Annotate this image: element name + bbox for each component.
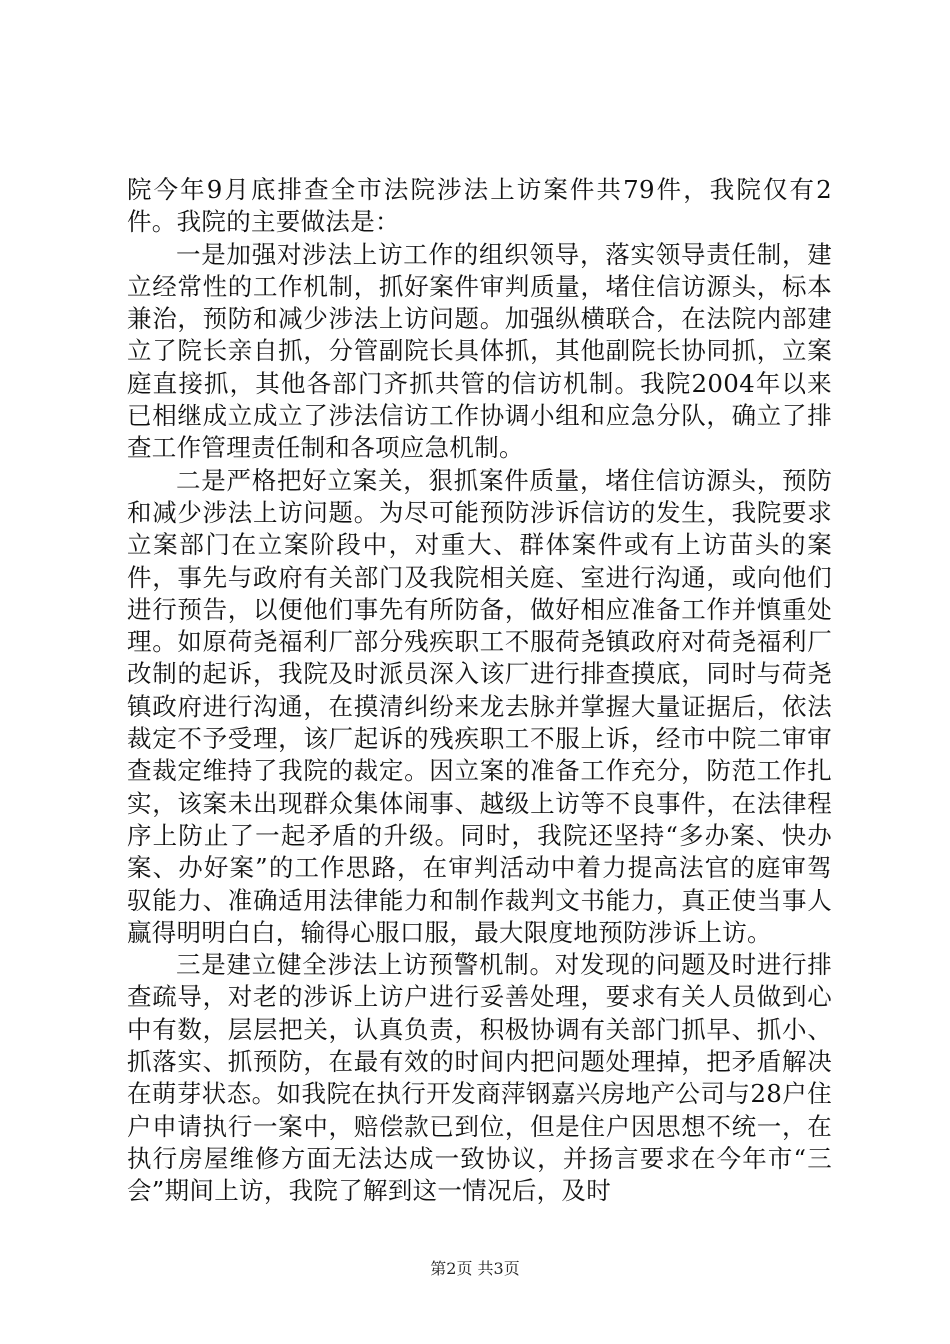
page-number-label: 第2页 共3页	[430, 1259, 520, 1278]
paragraph-continuation: 院今年9月底排查全市法院涉法上访案件共79件，我院仅有2件。我院的主要做法是：	[127, 175, 832, 237]
page-footer	[0, 1259, 950, 1279]
paragraph-item-3: 三是建立健全涉法上访预警机制。对发现的问题及时进行排查疏导，对老的涉诉上访户进行妥善处理，要求有关人员做到心中有数，层层把关，认真负责，积极协调有关部门抓早、抓小、抓落实、抓预防，在最有效的时间内把问题处理掉，把矛盾解决在萌芽状态。如我院在执行开发商萍钢嘉兴房地产公司与28户住户申请执行一案中，赔偿款已到位，但是住户因思想不统一，在执行房屋维修方面无法达成一致协议，并扬言要求在今年市“三会”期间上访，我院了解到这一情况后，及时	[127, 950, 833, 1206]
paragraph-item-1: 一是加强对涉法上访工作的组织领导，落实领导责任制，建立经常性的工作机制，抓好案件审判质量，堵住信访源头，标本兼治，预防和减少涉法上访问题。加强纵横联合，在法院内部建立了院长亲自抓，分管副院长具体抓，其他副院长协同抓，立案庭直接抓，其他各部门齐抓共管的信访机制。我院2004年以来已相继成立成立了涉法信访工作协调小组和应急分队，确立了排查工作管理责任制和各项应急机制。	[127, 239, 832, 463]
paragraph-item-2: 二是严格把好立案关，狠抓案件质量，堵住信访源头，预防和减少涉法上访问题。为尽可能预防涉诉信访的发生，我院要求立案部门在立案阶段中，对重大、群体案件或有上访苗头的案件，事先与政府有关部门及我院相关庭、室进行沟通，或向他们进行预告，以便他们事先有所防备，做好相应准备工作并慎重处理。如原荷尧福利厂部分残疾职工不服荷尧镇政府对荷尧福利厂改制的起诉，我院及时派员深入该厂进行排查摸底，同时与荷尧镇政府进行沟通，在摸清纠纷来龙去脉并掌握大量证据后，依法裁定不予受理，该厂起诉的残疾职工不服上诉，经市中院二审审查裁定维持了我院的裁定。因立案的准备工作充分，防范工作扎实，该案未出现群众集体闹事、越级上访等不良事件，在法律程序上防止了一起矛盾的升级。同时，我院还坚持“多办案、快办案、办好案”的工作思路，在审判活动中着力提高法官的庭审驾驭能力、准确适用法律能力和制作裁判文书能力，真正使当事人赢得明明白白，输得心服口服，最大限度地预防涉诉上访。	[127, 465, 833, 947]
document-body	[127, 174, 832, 1208]
